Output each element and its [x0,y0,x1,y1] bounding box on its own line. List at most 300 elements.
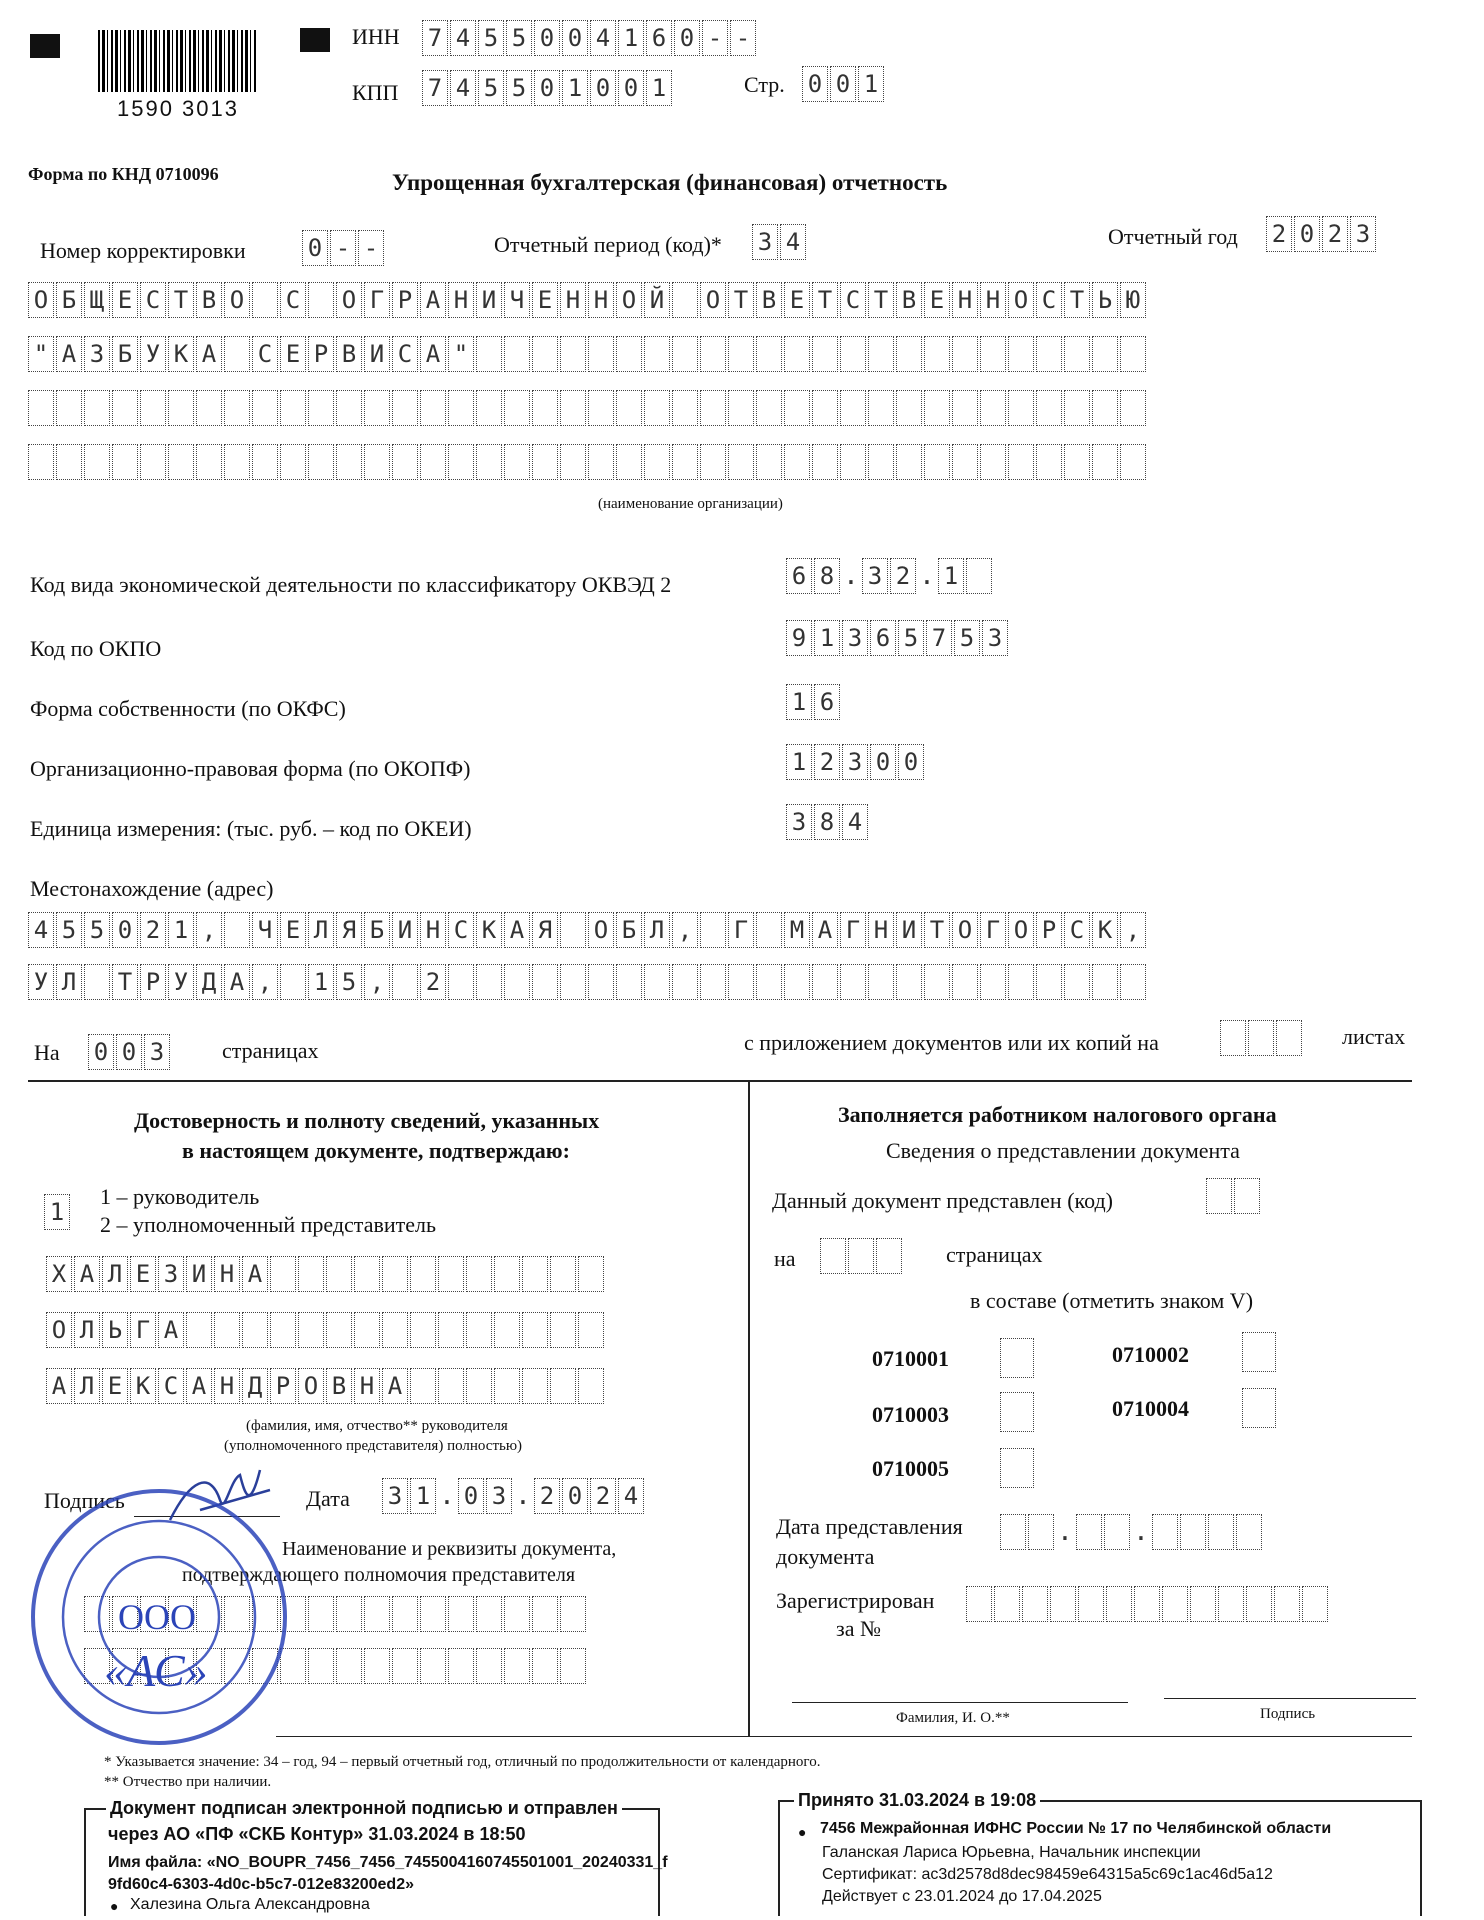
char-cell [476,964,502,1000]
char-cell: 5 [478,70,504,106]
char-cell: Т [112,964,138,1000]
page-label: Стр. [744,72,785,97]
char-cell [784,336,810,372]
char-cell [550,1368,576,1404]
check-0710005[interactable] [1000,1448,1034,1488]
char-cell: У [168,964,194,1000]
char-cell [644,444,670,480]
esign-person-icon: ● [110,1898,119,1914]
char-cell [56,390,82,426]
char-cell: 5 [954,620,980,656]
char-cell: А [242,1256,268,1292]
char-cell: З [158,1256,184,1292]
cell-separator: . [919,561,935,591]
char-cell [784,444,810,480]
seal-ooo: ООО [118,1597,196,1637]
char-cell: Т [924,912,950,948]
char-cell [84,964,110,1000]
char-cell: О [336,282,362,318]
char-cell [382,1312,408,1348]
char-cell: , [252,964,278,1000]
char-cell [522,1368,548,1404]
char-cell [112,444,138,480]
char-cell: Д [242,1368,268,1404]
char-cell: Е [102,1368,128,1404]
char-cell [476,1596,502,1632]
char-cell: А [56,336,82,372]
char-cell [1036,336,1062,372]
char-cell: 1 [938,558,964,594]
char-cell: Л [74,1312,100,1348]
char-cell [896,336,922,372]
char-cell: - [330,230,356,266]
char-cell [588,336,614,372]
char-cell [196,390,222,426]
char-cell [504,444,530,480]
char-cell [532,336,558,372]
char-cell [532,444,558,480]
composition-label: в составе (отметить знаком V) [970,1288,1254,1313]
char-cell [364,1648,390,1684]
char-cell [644,390,670,426]
char-cell: Г [980,912,1006,948]
name-caption2: (уполномоченного представителя) полностью) [224,1438,523,1454]
char-cell [476,390,502,426]
on-label: на [774,1246,796,1271]
char-cell [252,282,278,318]
char-cell: Л [308,912,334,948]
divider-top [28,1080,1412,1082]
char-cell: 7 [422,70,448,106]
char-cell: 0 [674,20,700,56]
char-cell [1180,1514,1206,1550]
char-cell: 5 [478,20,504,56]
char-cell [876,1238,902,1274]
char-cell [672,390,698,426]
char-cell [364,1596,390,1632]
char-cell: О [46,1312,72,1348]
signer-opt2: 2 – уполномоченный представитель [100,1212,437,1237]
char-cell: Г [840,912,866,948]
char-cell [1064,964,1090,1000]
char-cell [840,390,866,426]
signer-type-cell [44,1194,72,1230]
char-cell: Е [130,1256,156,1292]
char-cell: А [382,1368,408,1404]
char-cell [550,1256,576,1292]
char-cell [420,1596,446,1632]
char-cell: 6 [870,620,896,656]
char-cell: - [702,20,728,56]
left-title-line2: в настоящем документе, подтверждаю: [182,1138,570,1163]
marker-square-right [300,28,330,52]
char-cell: 1 [44,1194,70,1230]
char-cell: Н [448,282,474,318]
char-cell [392,390,418,426]
signing-date-cells [382,1478,646,1514]
char-cell [588,390,614,426]
char-cell: А [420,282,446,318]
char-cell [1120,444,1146,480]
char-cell [672,964,698,1000]
right-pages-label: страницах [946,1242,1043,1267]
char-cell [308,1596,334,1632]
char-cell: А [186,1368,212,1404]
correction-label: Номер корректировки [40,238,246,263]
char-cell [1050,1586,1076,1622]
char-cell [980,390,1006,426]
char-cell [728,444,754,480]
char-cell [672,336,698,372]
esign-left-line2: через АО «ПФ «СКБ Контур» 31.03.2024 в 18:50 [108,1824,526,1844]
char-cell: 5 [336,964,362,1000]
char-cell: С [1036,282,1062,318]
char-cell: О [616,282,642,318]
char-cell: 5 [56,912,82,948]
char-cell: Т [868,282,894,318]
okfs-label: Форма собственности (по ОКФС) [30,696,346,721]
char-cell [578,1312,604,1348]
char-cell [812,444,838,480]
char-cell [448,964,474,1000]
char-cell: 8 [814,804,840,840]
cell-separator: . [439,1481,455,1511]
char-cell [1106,1586,1132,1622]
char-cell [252,390,278,426]
char-cell [924,964,950,1000]
barcode [98,30,258,92]
char-cell: Н [952,282,978,318]
char-cell [1036,390,1062,426]
char-cell: И [392,912,418,948]
char-cell [1248,1020,1274,1056]
char-cell [560,444,586,480]
char-cell: 9 [786,620,812,656]
char-cell: В [756,282,782,318]
char-cell: О [588,912,614,948]
char-cell: 0 [562,1478,588,1514]
char-cell: 1 [410,1478,436,1514]
char-cell [728,390,754,426]
char-cell [392,1648,418,1684]
char-cell [820,1238,846,1274]
char-cell [438,1368,464,1404]
signer-opt1: 1 – руководитель [100,1184,260,1209]
char-cell: Х [46,1256,72,1292]
esign-file-line1: Имя файла: «NO_BOUPR_7456_7456_7455004160745501001_20240331_f [108,1854,668,1871]
char-cell [1008,390,1034,426]
char-cell: Ь [1092,282,1118,318]
year-cells [1266,216,1378,252]
right-subtitle: Сведения о представлении документа [886,1138,1240,1163]
char-cell: 0 [116,1034,142,1070]
char-cell: 3 [842,620,868,656]
kpp-label: КПП [352,80,399,105]
char-cell: 3 [862,558,888,594]
code-0710002: 0710002 [1112,1342,1189,1367]
char-cell [896,444,922,480]
char-cell [476,1648,502,1684]
char-cell: Б [112,336,138,372]
char-cell: 2 [420,964,446,1000]
char-cell [1078,1586,1104,1622]
cell-separator: . [843,561,859,591]
char-cell [1134,1586,1160,1622]
char-cell: , [364,964,390,1000]
char-cell: 4 [28,912,54,948]
char-cell [112,390,138,426]
char-cell: 3 [382,1478,408,1514]
char-cell [336,1648,362,1684]
char-cell [364,390,390,426]
grid-row [28,282,1148,318]
char-cell: Л [102,1256,128,1292]
char-cell: В [336,336,362,372]
char-cell: Е [280,336,306,372]
char-cell [588,964,614,1000]
char-cell [952,444,978,480]
char-cell [1036,964,1062,1000]
char-cell: И [896,912,922,948]
footnote-1: * Указывается значение: 34 – год, 94 – первый отчетный год, отличный по продолжительности от календарного. [104,1754,821,1770]
char-cell [336,390,362,426]
char-cell [308,390,334,426]
char-cell: С [448,912,474,948]
char-cell: 5 [506,20,532,56]
char-cell: Т [168,282,194,318]
char-cell [868,964,894,1000]
fio-line [792,1702,1128,1703]
char-cell: К [1092,912,1118,948]
char-cell [1274,1586,1300,1622]
char-cell: Р [140,964,166,1000]
char-cell: Н [214,1368,240,1404]
char-cell [504,390,530,426]
char-cell [252,444,278,480]
char-cell [756,336,782,372]
char-cell: - [730,20,756,56]
year-label: Отчетный год [1108,224,1238,249]
char-cell: И [364,336,390,372]
char-cell [308,1648,334,1684]
char-cell: 6 [786,558,812,594]
esign-valid: Действует с 23.01.2024 до 17.04.2025 [822,1888,1102,1905]
char-cell [1064,390,1090,426]
char-cell [466,1368,492,1404]
char-cell [326,1256,352,1292]
char-cell [224,390,250,426]
char-cell: 3 [1350,216,1376,252]
char-cell [728,964,754,1000]
char-cell: И [476,282,502,318]
char-cell: 1 [814,620,840,656]
char-cell [1064,444,1090,480]
char-cell [224,336,250,372]
grid-row [46,1368,606,1404]
char-cell [1302,1586,1328,1622]
char-cell: 0 [898,744,924,780]
presented-label: Данный документ представлен (код) [772,1188,1113,1213]
char-cell: 0 [562,20,588,56]
char-cell [214,1312,240,1348]
char-cell: С [140,282,166,318]
char-cell: А [46,1368,72,1404]
char-cell: 3 [486,1478,512,1514]
seal-as: «АС» [104,1645,208,1696]
char-cell: Р [270,1368,296,1404]
char-cell: 0 [1294,216,1320,252]
char-cell: О [700,282,726,318]
char-cell: Н [588,282,614,318]
char-cell: 3 [752,224,778,260]
char-cell: Ч [252,912,278,948]
char-cell: К [476,912,502,948]
char-cell [186,1312,212,1348]
grid-row [46,1312,606,1348]
char-cell: О [224,282,250,318]
char-cell: Г [130,1312,156,1348]
char-cell: Н [214,1256,240,1292]
grid-row [28,390,1148,426]
esign-file-line2: 9fd60c4-6303-4d0c-b5c7-012e83200ed2» [108,1876,414,1893]
char-cell [812,390,838,426]
char-cell [588,444,614,480]
grid-row [46,1256,606,1292]
char-cell [420,390,446,426]
char-cell: 0 [590,70,616,106]
char-cell: Н [980,282,1006,318]
grid-row [28,336,1148,372]
char-cell [980,964,1006,1000]
marker-square-left [30,34,60,58]
code-0710004: 0710004 [1112,1396,1189,1421]
esign-authority: 7456 Межрайонная ИФНС России № 17 по Челябинской области [820,1820,1332,1837]
doc-label2: подтверждающего полномочия представителя [182,1564,576,1586]
char-cell: К [168,336,194,372]
char-cell [840,336,866,372]
char-cell [466,1312,492,1348]
char-cell: А [504,912,530,948]
char-cell: Т [1064,282,1090,318]
check-0710004[interactable] [1242,1388,1276,1428]
char-cell [522,1256,548,1292]
char-cell: Н [420,912,446,948]
char-cell: А [420,336,446,372]
pages-cells [88,1034,172,1070]
char-cell [84,444,110,480]
char-cell [560,1596,586,1632]
char-cell [504,1648,530,1684]
char-cell [494,1312,520,1348]
char-cell [280,964,306,1000]
char-cell [1092,444,1118,480]
received-pages-cells [820,1238,904,1274]
sign-caption: Подпись [1260,1706,1316,1722]
okei-cells [786,804,870,840]
char-cell [280,390,306,426]
okpo-cells [786,620,1010,656]
pages-prefix: На [34,1040,60,1065]
okfs-cells [786,684,842,720]
char-cell: Н [354,1368,380,1404]
char-cell: Й [644,282,670,318]
char-cell: 2 [590,1478,616,1514]
char-cell [1008,336,1034,372]
attach-suffix: листах [1342,1024,1406,1049]
attach-label: с приложением документов или их копий на [744,1030,1159,1055]
barcode-number: 1590 3013 [117,96,239,121]
code-0710005: 0710005 [872,1456,949,1481]
char-cell: О [298,1368,324,1404]
check-0710002[interactable] [1242,1332,1276,1372]
char-cell: Н [868,912,894,948]
char-cell: Б [364,912,390,948]
char-cell [616,390,642,426]
esign-right-title: Принято 31.03.2024 в 19:08 [794,1790,1040,1811]
char-cell [1246,1586,1272,1622]
char-cell: З [84,336,110,372]
char-cell [532,1596,558,1632]
char-cell: О [28,282,54,318]
char-cell [952,390,978,426]
char-cell [966,558,992,594]
char-cell [140,390,166,426]
code-0710003: 0710003 [872,1402,949,1427]
char-cell: 1 [168,912,194,948]
char-cell: 8 [814,558,840,594]
form-title: Упрощенная бухгалтерская (финансовая) отчетность [392,170,948,195]
check-0710001[interactable] [1000,1338,1034,1378]
char-cell: Л [56,964,82,1000]
char-cell [728,336,754,372]
char-cell: А [812,912,838,948]
esign-signer: Халезина Ольга Александровна [130,1896,370,1913]
char-cell [270,1256,296,1292]
char-cell: Т [728,282,754,318]
inn-label: ИНН [352,24,400,49]
char-cell: 3 [982,620,1008,656]
char-cell [1236,1514,1262,1550]
char-cell [1028,1514,1054,1550]
char-cell [896,390,922,426]
char-cell: 4 [450,70,476,106]
char-cell: О [1008,282,1034,318]
char-cell [812,964,838,1000]
char-cell [308,444,334,480]
char-cell [616,444,642,480]
char-cell [448,1648,474,1684]
char-cell [56,444,82,480]
char-cell [784,964,810,1000]
page-cells [802,66,886,102]
char-cell: Е [784,282,810,318]
char-cell: Н [560,282,586,318]
char-cell: С [280,282,306,318]
char-cell: Т [812,282,838,318]
check-0710003[interactable] [1000,1392,1034,1432]
char-cell [382,1256,408,1292]
char-cell: 0 [88,1034,114,1070]
char-cell [438,1312,464,1348]
pages-suffix: страницах [222,1038,319,1063]
registration-number-cells [966,1586,1330,1622]
char-cell [896,964,922,1000]
char-cell [868,390,894,426]
submit-date-cells [1000,1514,1264,1550]
char-cell: А [196,336,222,372]
char-cell: " [448,336,474,372]
char-cell [1092,964,1118,1000]
